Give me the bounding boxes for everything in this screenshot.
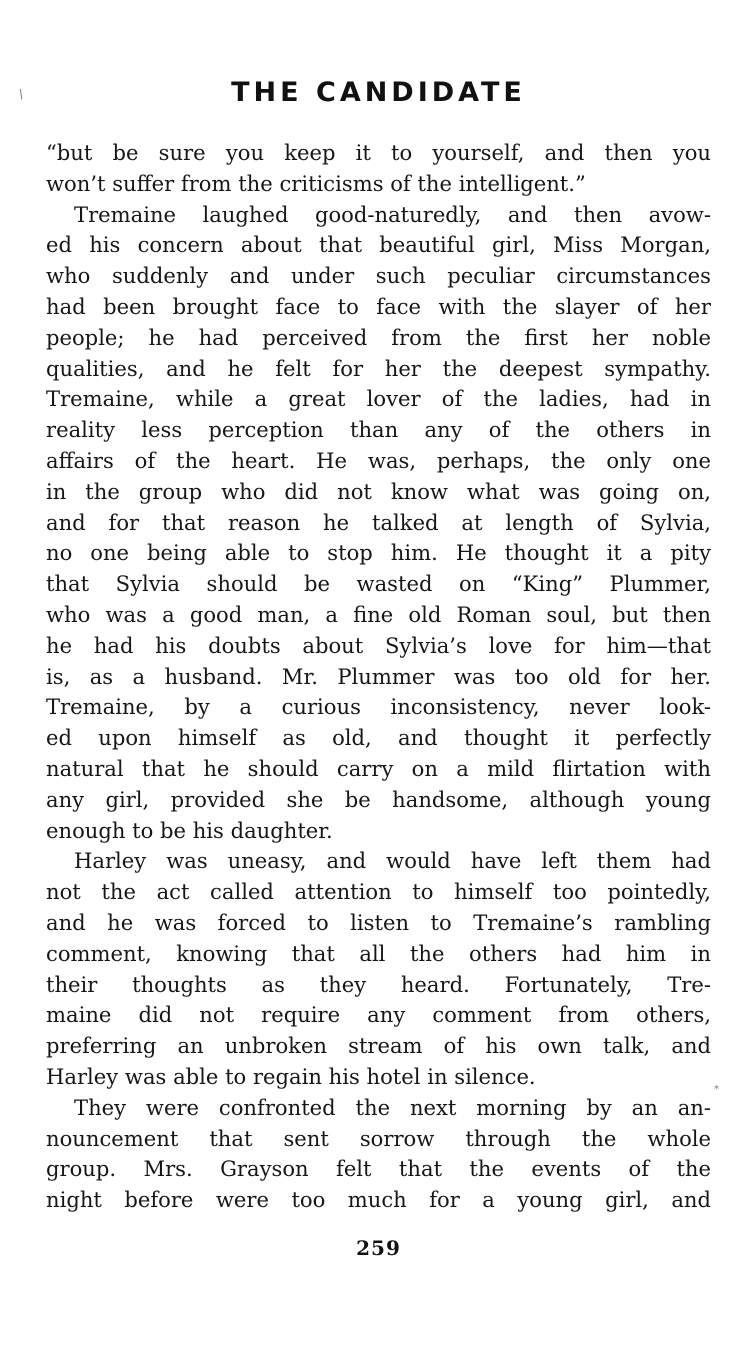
text-line: affairs of the heart. He was, perhaps, the only one bbox=[46, 447, 711, 473]
text-line: qualities, and he felt for her the deepest sympathy. bbox=[46, 355, 711, 381]
text-line: who suddenly and under such peculiar circumstances bbox=[46, 263, 711, 289]
text-line: and he was forced to listen to Tremaine’s rambling bbox=[46, 909, 711, 935]
text-line: Harley was able to regain his hotel in silence. bbox=[46, 1063, 536, 1089]
text-line: their thoughts as they heard. Fortunately, Tre- bbox=[46, 971, 711, 997]
text-line: ed his concern about that beautiful girl, Miss Morgan, bbox=[46, 232, 711, 258]
text-line: won’t suffer from the criticisms of the intelligent.” bbox=[46, 170, 586, 196]
text-line: “but be sure you keep it to yourself, and then you bbox=[46, 140, 711, 165]
text-line: night before were too much for a young girl, and bbox=[46, 1187, 711, 1213]
text-line: Harley was uneasy, and would have left them had bbox=[74, 848, 711, 874]
running-head-title: THE CANDIDATE bbox=[231, 77, 526, 108]
text-line: group. Mrs. Grayson felt that the events of the bbox=[46, 1156, 711, 1182]
text-line: had been brought face to face with the slayer of her bbox=[46, 293, 711, 319]
text-line: Tremaine laughed good-naturedly, and then avow- bbox=[74, 201, 711, 227]
text-line: reality less perception than any of the others in bbox=[46, 417, 711, 443]
text-line: preferring an unbroken stream of his own talk, and bbox=[46, 1033, 711, 1059]
text-line: nouncement that sent sorrow through the whole bbox=[46, 1125, 711, 1151]
text-line: he had his doubts about Sylvia’s love for him—that bbox=[46, 632, 711, 658]
text-line: who was a good man, a fine old Roman soul, but then bbox=[46, 601, 711, 627]
text-line: enough to be his daughter. bbox=[46, 817, 333, 843]
text-line: ed upon himself as old, and thought it perfectly bbox=[46, 725, 711, 751]
text-line: not the act called attention to himself too pointedly, bbox=[46, 879, 711, 905]
text-line: that Sylvia should be wasted on “King” Plummer, bbox=[46, 571, 711, 597]
text-line: natural that he should carry on a mild flirtation with bbox=[46, 755, 711, 781]
text-line: no one being able to stop him. He thought it a pity bbox=[46, 540, 711, 566]
text-line: maine did not require any comment from others, bbox=[46, 1002, 711, 1028]
text-line: is, as a husband. Mr. Plummer was too old for her. bbox=[46, 663, 711, 689]
text-line: comment, knowing that all the others had him in bbox=[46, 940, 711, 966]
stray-star-mark: * bbox=[714, 1084, 719, 1095]
text-line: any girl, provided she be handsome, although young bbox=[46, 786, 711, 812]
text-line: They were confronted the next morning by an an- bbox=[74, 1094, 711, 1120]
page-number: 259 bbox=[356, 1236, 401, 1260]
text-line: and for that reason he talked at length of Sylvia, bbox=[46, 509, 711, 535]
text-line: in the group who did not know what was going on, bbox=[46, 478, 711, 504]
text-line: people; he had perceived from the first her noble bbox=[46, 324, 711, 350]
text-line: Tremaine, by a curious inconsistency, never look- bbox=[46, 694, 711, 720]
body-text bbox=[46, 138, 711, 1216]
text-line: Tremaine, while a great lover of the ladies, had in bbox=[46, 386, 711, 412]
stray-pen-mark: / bbox=[16, 86, 26, 102]
